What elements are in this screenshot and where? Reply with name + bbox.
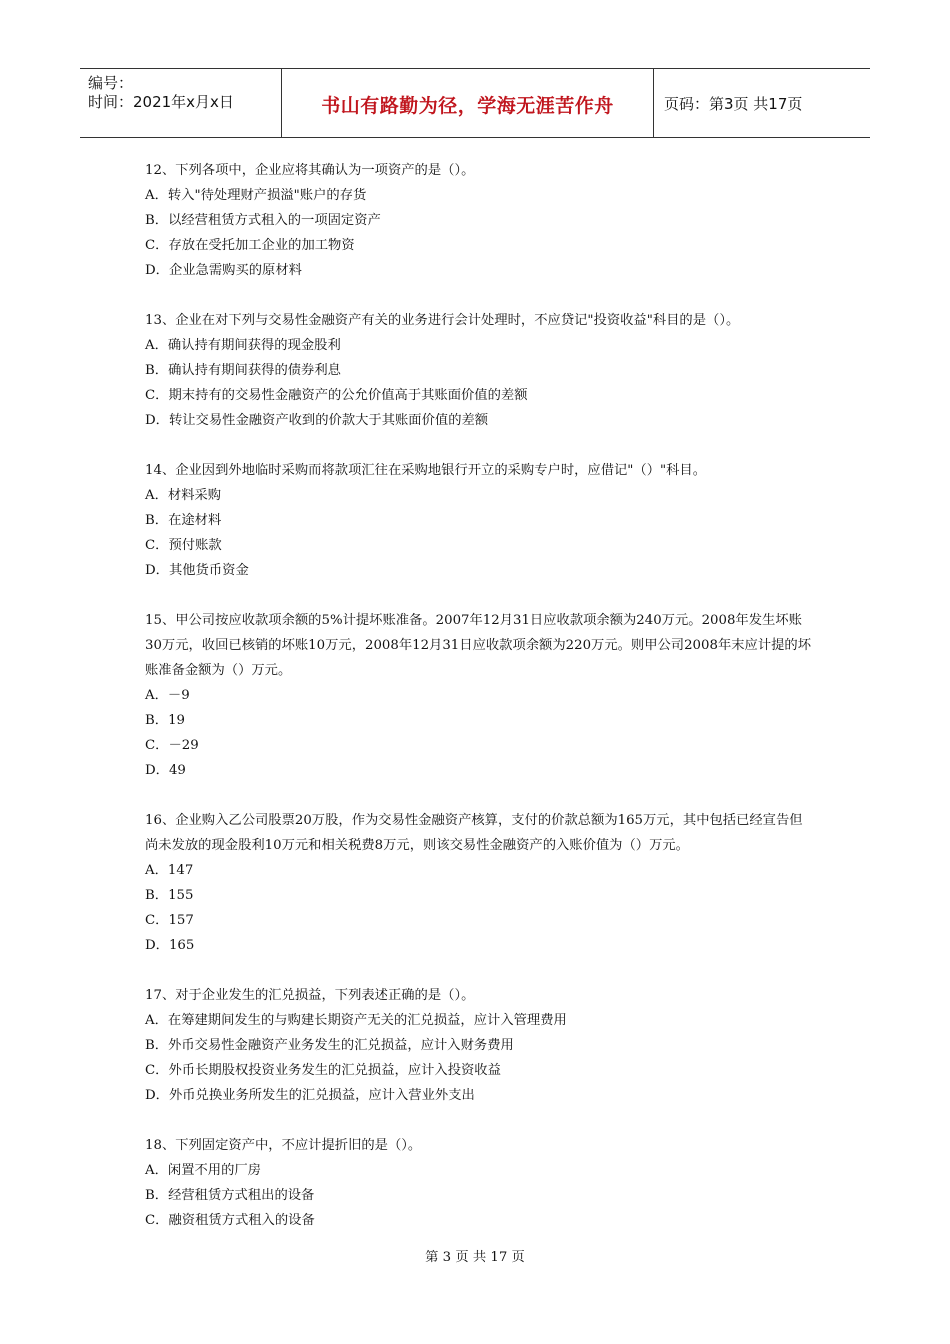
answer-option: A．材料采购 — [145, 488, 222, 503]
answer-option: B．确认持有期间获得的债券利息 — [145, 363, 341, 378]
question-block — [145, 983, 815, 1108]
answer-option: C．预付账款 — [145, 538, 222, 553]
answer-option: D．49 — [145, 763, 186, 778]
page-footer: 第 3 页 共 17 页 — [425, 1250, 525, 1265]
header-motto: 书山有路勤为径，学海无涯苦作舟 — [321, 95, 614, 117]
answer-option: A．转入"待处理财产损溢"账户的存货 — [145, 188, 367, 203]
answer-option: D．外币兑换业务所发生的汇兑损益，应计入营业外支出 — [145, 1088, 475, 1103]
page-header — [80, 68, 870, 138]
answer-option: C．融资租赁方式租入的设备 — [145, 1213, 315, 1228]
question-block — [145, 1133, 815, 1233]
answer-option: B．19 — [145, 713, 185, 728]
header-page-info: 页码：第3页 共17页 — [664, 95, 803, 113]
question-block — [145, 458, 815, 583]
question-block — [145, 158, 815, 283]
answer-option: B．在途材料 — [145, 513, 222, 528]
answer-option: D．其他货币资金 — [145, 563, 249, 578]
question-stem: 14、企业因到外地临时采购而将款项汇往在采购地银行开立的采购专户时，应借记"（）"科目。 — [145, 463, 707, 478]
header-motto-cell — [282, 69, 654, 137]
question-stem: 16、企业购入乙公司股票20万股，作为交易性金融资产核算，支付的价款总额为165万元，其中包括已经宣告但尚未发放的现金股利10万元和相关税费8万元，则该交易性金融资产的入账价值为（）万元。 — [145, 813, 803, 853]
question-list — [145, 158, 815, 1258]
answer-option: D．165 — [145, 938, 195, 953]
answer-option: D．企业急需购买的原材料 — [145, 263, 302, 278]
header-page-cell — [654, 69, 870, 137]
question-stem: 15、甲公司按应收款项余额的5%计提坏账准备。2007年12月31日应收款项余额为240万元。2008年发生坏账30万元，收回已核销的坏账10万元，2008年12月31日应收款项余额为220万元。则甲公司2008年末应计提的坏账准备金额为（）万元。 — [145, 613, 812, 678]
question-stem: 17、对于企业发生的汇兑损益，下列表述正确的是（）。 — [145, 988, 475, 1003]
answer-option: A．闲置不用的厂房 — [145, 1163, 261, 1178]
answer-option: C．157 — [145, 913, 194, 928]
question-block — [145, 308, 815, 433]
question-block — [145, 808, 815, 958]
answer-option: A．在筹建期间发生的与购建长期资产无关的汇兑损益，应计入管理费用 — [145, 1013, 567, 1028]
answer-option: A．147 — [145, 863, 194, 878]
answer-option: C．期末持有的交易性金融资产的公允价值高于其账面价值的差额 — [145, 388, 528, 403]
question-stem: 12、下列各项中，企业应将其确认为一项资产的是（）。 — [145, 163, 475, 178]
answer-option: B．经营租赁方式租出的设备 — [145, 1188, 315, 1203]
answer-option: D．转让交易性金融资产收到的价款大于其账面价值的差额 — [145, 413, 489, 428]
answer-option: A．－9 — [145, 688, 190, 703]
document-number-label: 编号： — [88, 74, 134, 92]
answer-option: C．存放在受托加工企业的加工物资 — [145, 238, 355, 253]
header-meta-cell — [80, 69, 282, 137]
answer-option: C．－29 — [145, 738, 199, 753]
document-date: 时间：2021年x月x日 — [88, 93, 234, 111]
answer-option: A．确认持有期间获得的现金股利 — [145, 338, 341, 353]
question-stem: 18、下列固定资产中，不应计提折旧的是（）。 — [145, 1138, 422, 1153]
answer-option: B．155 — [145, 888, 194, 903]
question-stem: 13、企业在对下列与交易性金融资产有关的业务进行会计处理时，不应贷记"投资收益"科目的是（）。 — [145, 313, 740, 328]
answer-option: C．外币长期股权投资业务发生的汇兑损益，应计入投资收益 — [145, 1063, 501, 1078]
answer-option: B．外币交易性金融资产业务发生的汇兑损益，应计入财务费用 — [145, 1038, 514, 1053]
question-block — [145, 608, 815, 783]
answer-option: B．以经营租赁方式租入的一项固定资产 — [145, 213, 381, 228]
